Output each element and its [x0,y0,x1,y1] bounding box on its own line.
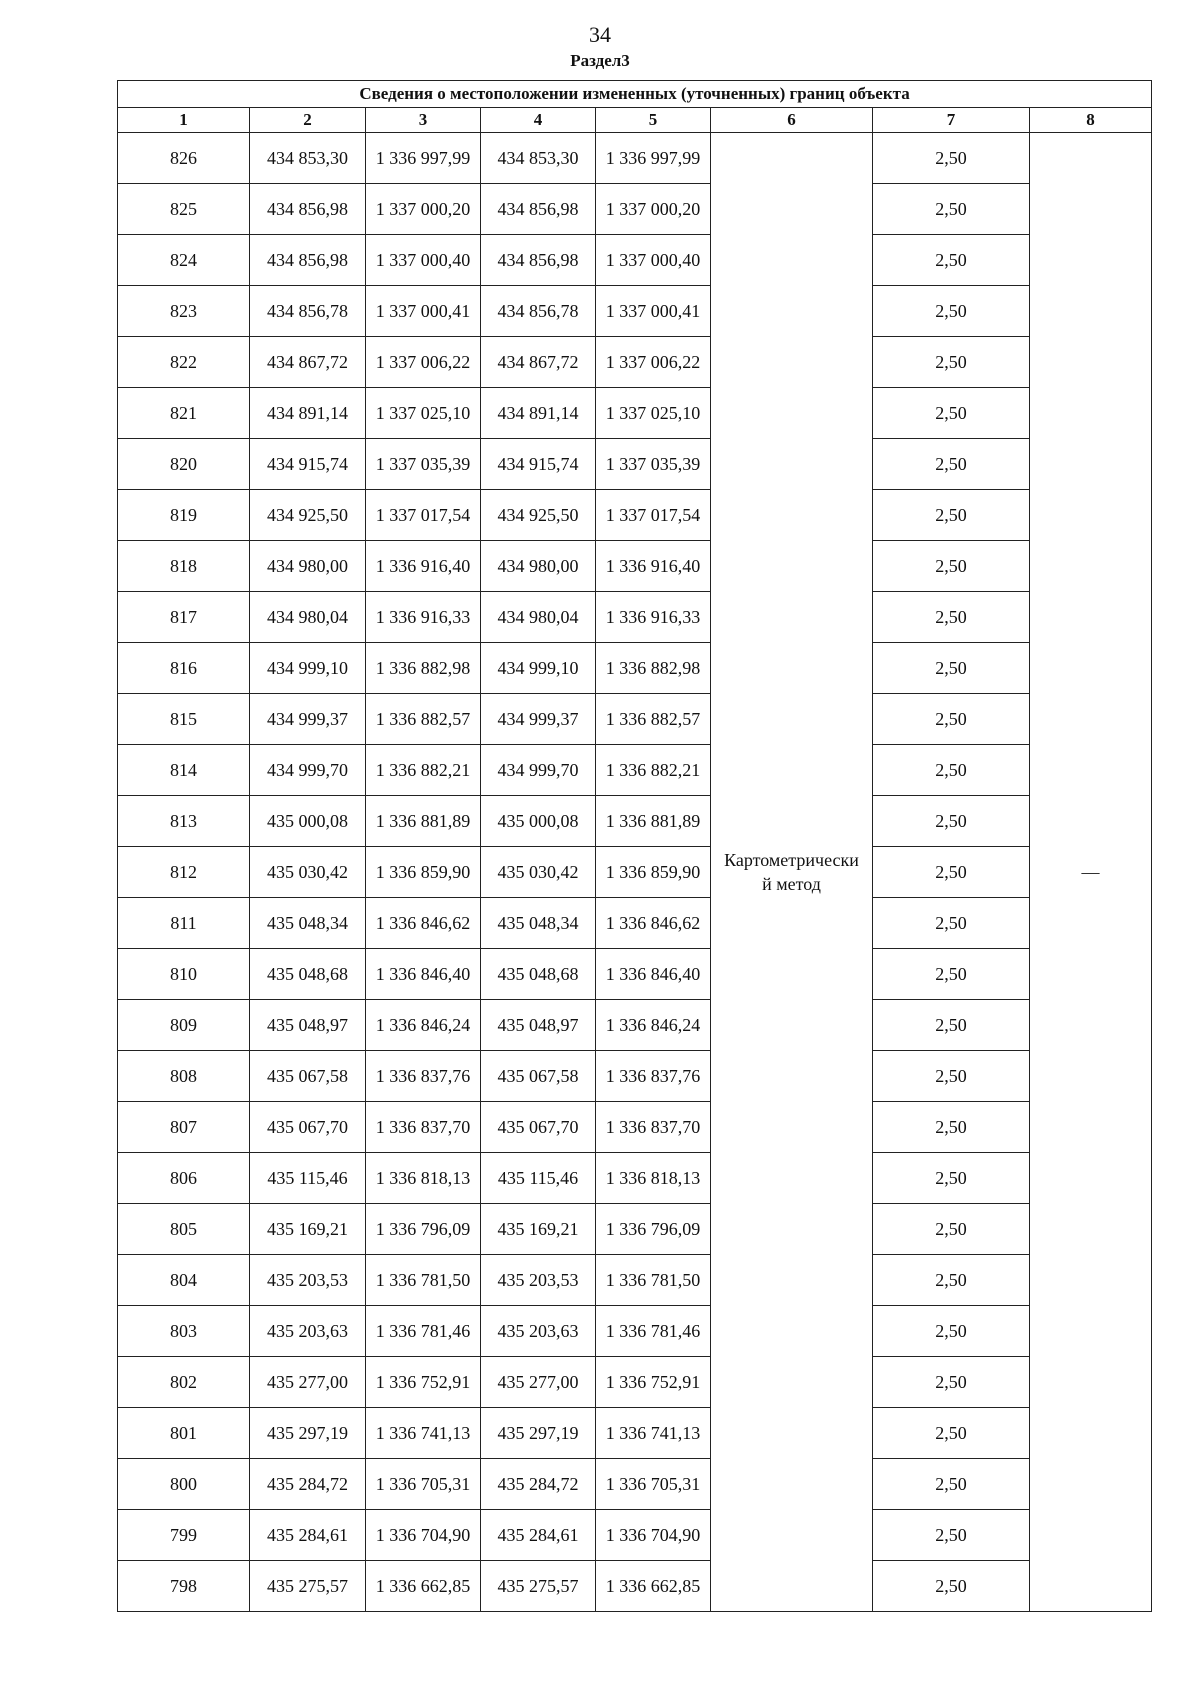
cell-y-new: 1 336 859,90 [596,847,711,898]
table-row [118,439,1152,490]
column-number: 8 [1030,108,1152,133]
cell-x-new: 435 067,58 [481,1051,596,1102]
cell-x-new: 434 867,72 [481,337,596,388]
cell-accuracy: 2,50 [873,541,1030,592]
cell-x-old: 435 048,97 [250,1000,366,1051]
cell-y-old: 1 336 705,31 [366,1459,481,1510]
cell-accuracy: 2,50 [873,439,1030,490]
cell-x-new: 434 856,78 [481,286,596,337]
cell-x-new: 434 925,50 [481,490,596,541]
cell-x-new: 435 067,70 [481,1102,596,1153]
cell-accuracy: 2,50 [873,184,1030,235]
cell-accuracy: 2,50 [873,1459,1030,1510]
table-row [118,235,1152,286]
cell-accuracy: 2,50 [873,796,1030,847]
cell-x-new: 434 856,98 [481,235,596,286]
cell-x-old: 434 853,30 [250,133,366,184]
cell-x-old: 435 277,00 [250,1357,366,1408]
table-row [118,745,1152,796]
cell-y-old: 1 336 818,13 [366,1153,481,1204]
cell-x-old: 434 999,37 [250,694,366,745]
cell-y-new: 1 336 846,40 [596,949,711,1000]
cell-y-new: 1 336 882,57 [596,694,711,745]
method-line: й метод [762,874,821,894]
cell-y-old: 1 336 704,90 [366,1510,481,1561]
table-row [118,1204,1152,1255]
cell-x-new: 434 999,70 [481,745,596,796]
cell-accuracy: 2,50 [873,1051,1030,1102]
cell-y-old: 1 336 781,46 [366,1306,481,1357]
column-number: 7 [873,108,1030,133]
page-number: 34 [589,22,611,47]
cell-point: 819 [118,490,250,541]
cell-accuracy: 2,50 [873,1306,1030,1357]
cell-x-old: 435 275,57 [250,1561,366,1612]
cell-y-old: 1 336 796,09 [366,1204,481,1255]
cell-accuracy: 2,50 [873,235,1030,286]
section-title: Раздел3 [570,51,630,70]
cell-x-new: 435 284,72 [481,1459,596,1510]
cell-y-old: 1 336 846,62 [366,898,481,949]
cell-point: 810 [118,949,250,1000]
cell-x-old: 434 925,50 [250,490,366,541]
cell-y-new: 1 336 837,76 [596,1051,711,1102]
cell-y-old: 1 337 000,41 [366,286,481,337]
cell-accuracy: 2,50 [873,286,1030,337]
coordinates-table [117,80,1152,1612]
cell-x-new: 435 030,42 [481,847,596,898]
cell-x-new: 434 980,00 [481,541,596,592]
cell-y-new: 1 337 006,22 [596,337,711,388]
cell-y-new: 1 336 881,89 [596,796,711,847]
column-number: 1 [118,108,250,133]
cell-y-new: 1 337 000,40 [596,235,711,286]
cell-accuracy: 2,50 [873,388,1030,439]
cell-x-old: 435 067,70 [250,1102,366,1153]
cell-accuracy: 2,50 [873,133,1030,184]
cell-point: 814 [118,745,250,796]
table-row [118,847,1152,898]
cell-accuracy: 2,50 [873,490,1030,541]
cell-y-new: 1 337 000,20 [596,184,711,235]
table-row [118,1306,1152,1357]
cell-y-old: 1 336 752,91 [366,1357,481,1408]
cell-point: 822 [118,337,250,388]
cell-point: 816 [118,643,250,694]
table-row [118,286,1152,337]
table-body [118,133,1152,1612]
cell-x-old: 435 000,08 [250,796,366,847]
cell-x-old: 435 067,58 [250,1051,366,1102]
cell-y-old: 1 336 837,70 [366,1102,481,1153]
column-number: 4 [481,108,596,133]
table-row [118,337,1152,388]
cell-y-new: 1 336 662,85 [596,1561,711,1612]
cell-point: 818 [118,541,250,592]
cell-accuracy: 2,50 [873,1153,1030,1204]
cell-point: 812 [118,847,250,898]
cell-y-new: 1 336 704,90 [596,1510,711,1561]
cell-y-old: 1 336 882,98 [366,643,481,694]
cell-y-new: 1 337 035,39 [596,439,711,490]
cell-point: 826 [118,133,250,184]
table-row [118,1357,1152,1408]
cell-point: 824 [118,235,250,286]
cell-point: 817 [118,592,250,643]
cell-y-old: 1 336 662,85 [366,1561,481,1612]
cell-point: 813 [118,796,250,847]
cell-accuracy: 2,50 [873,592,1030,643]
cell-y-old: 1 337 017,54 [366,490,481,541]
cell-x-old: 434 915,74 [250,439,366,490]
cell-point: 821 [118,388,250,439]
cell-accuracy: 2,50 [873,1102,1030,1153]
table-row [118,1510,1152,1561]
cell-x-old: 434 999,70 [250,745,366,796]
table-row [118,949,1152,1000]
cell-y-new: 1 336 916,40 [596,541,711,592]
cell-point: 803 [118,1306,250,1357]
column-number: 2 [250,108,366,133]
cell-x-new: 434 915,74 [481,439,596,490]
cell-accuracy: 2,50 [873,949,1030,1000]
cell-x-new: 435 115,46 [481,1153,596,1204]
cell-x-new: 435 297,19 [481,1408,596,1459]
cell-y-new: 1 336 846,24 [596,1000,711,1051]
cell-x-old: 435 284,61 [250,1510,366,1561]
cell-point: 798 [118,1561,250,1612]
cell-x-new: 435 000,08 [481,796,596,847]
cell-y-old: 1 336 916,40 [366,541,481,592]
table-row [118,1255,1152,1306]
cell-accuracy: 2,50 [873,1561,1030,1612]
table-row [118,898,1152,949]
cell-y-old: 1 337 000,20 [366,184,481,235]
cell-y-old: 1 336 881,89 [366,796,481,847]
cell-x-new: 435 203,63 [481,1306,596,1357]
cell-x-new: 435 203,53 [481,1255,596,1306]
cell-x-old: 434 856,98 [250,184,366,235]
cell-y-old: 1 337 025,10 [366,388,481,439]
cell-y-new: 1 336 705,31 [596,1459,711,1510]
column-number: 3 [366,108,481,133]
cell-accuracy: 2,50 [873,847,1030,898]
table-row [118,796,1152,847]
cell-x-old: 435 030,42 [250,847,366,898]
column-8-cell: — [1030,133,1152,1612]
cell-y-old: 1 336 846,24 [366,1000,481,1051]
cell-accuracy: 2,50 [873,1408,1030,1459]
cell-y-old: 1 336 741,13 [366,1408,481,1459]
cell-x-old: 435 115,46 [250,1153,366,1204]
table-row [118,184,1152,235]
table-row [118,694,1152,745]
method-cell [711,133,873,1612]
cell-x-new: 434 999,10 [481,643,596,694]
cell-y-new: 1 336 741,13 [596,1408,711,1459]
cell-accuracy: 2,50 [873,643,1030,694]
cell-point: 806 [118,1153,250,1204]
table-row [118,1000,1152,1051]
table-row [118,643,1152,694]
column-number: 6 [711,108,873,133]
cell-y-old: 1 336 997,99 [366,133,481,184]
cell-x-old: 434 980,04 [250,592,366,643]
column-number-row [118,108,1152,133]
cell-y-new: 1 337 000,41 [596,286,711,337]
table-row [118,1051,1152,1102]
cell-x-new: 435 277,00 [481,1357,596,1408]
cell-x-new: 435 048,34 [481,898,596,949]
cell-y-new: 1 337 025,10 [596,388,711,439]
cell-y-old: 1 336 781,50 [366,1255,481,1306]
cell-x-old: 435 203,53 [250,1255,366,1306]
cell-point: 807 [118,1102,250,1153]
cell-x-old: 435 048,34 [250,898,366,949]
table-row [118,1561,1152,1612]
cell-point: 825 [118,184,250,235]
cell-x-old: 435 284,72 [250,1459,366,1510]
cell-x-old: 434 999,10 [250,643,366,694]
cell-accuracy: 2,50 [873,745,1030,796]
cell-x-old: 435 169,21 [250,1204,366,1255]
cell-accuracy: 2,50 [873,1204,1030,1255]
cell-y-new: 1 336 837,70 [596,1102,711,1153]
cell-accuracy: 2,50 [873,694,1030,745]
cell-y-old: 1 336 882,21 [366,745,481,796]
cell-x-new: 435 048,68 [481,949,596,1000]
cell-y-old: 1 336 837,76 [366,1051,481,1102]
cell-y-old: 1 336 882,57 [366,694,481,745]
table-row [118,1408,1152,1459]
cell-point: 800 [118,1459,250,1510]
cell-x-new: 435 048,97 [481,1000,596,1051]
cell-point: 815 [118,694,250,745]
cell-x-new: 434 999,37 [481,694,596,745]
cell-x-new: 435 284,61 [481,1510,596,1561]
cell-point: 809 [118,1000,250,1051]
table-row [118,1102,1152,1153]
table-row [118,388,1152,439]
cell-y-new: 1 336 882,21 [596,745,711,796]
cell-y-old: 1 337 006,22 [366,337,481,388]
cell-y-new: 1 336 818,13 [596,1153,711,1204]
cell-x-old: 435 048,68 [250,949,366,1000]
cell-point: 820 [118,439,250,490]
cell-x-old: 435 203,63 [250,1306,366,1357]
cell-x-new: 434 856,98 [481,184,596,235]
cell-y-new: 1 336 846,62 [596,898,711,949]
cell-y-new: 1 337 017,54 [596,490,711,541]
cell-x-old: 435 297,19 [250,1408,366,1459]
cell-x-old: 434 856,78 [250,286,366,337]
cell-accuracy: 2,50 [873,898,1030,949]
cell-x-old: 434 856,98 [250,235,366,286]
table-row [118,1153,1152,1204]
cell-y-new: 1 336 796,09 [596,1204,711,1255]
cell-x-old: 434 980,00 [250,541,366,592]
cell-y-old: 1 337 000,40 [366,235,481,286]
table-row [118,592,1152,643]
column-number: 5 [596,108,711,133]
cell-x-new: 435 169,21 [481,1204,596,1255]
cell-point: 802 [118,1357,250,1408]
cell-y-old: 1 337 035,39 [366,439,481,490]
table-row [118,1459,1152,1510]
cell-y-old: 1 336 916,33 [366,592,481,643]
cell-y-new: 1 336 781,46 [596,1306,711,1357]
cell-y-new: 1 336 882,98 [596,643,711,694]
cell-y-new: 1 336 781,50 [596,1255,711,1306]
cell-x-new: 435 275,57 [481,1561,596,1612]
cell-y-new: 1 336 752,91 [596,1357,711,1408]
cell-x-old: 434 867,72 [250,337,366,388]
method-line: Картометрически [724,850,859,870]
cell-x-new: 434 853,30 [481,133,596,184]
cell-x-old: 434 891,14 [250,388,366,439]
cell-y-new: 1 336 916,33 [596,592,711,643]
table-row [118,133,1152,184]
cell-accuracy: 2,50 [873,337,1030,388]
cell-point: 801 [118,1408,250,1459]
cell-point: 823 [118,286,250,337]
cell-accuracy: 2,50 [873,1510,1030,1561]
cell-x-new: 434 980,04 [481,592,596,643]
table-row [118,541,1152,592]
cell-point: 804 [118,1255,250,1306]
table-row [118,490,1152,541]
cell-y-old: 1 336 846,40 [366,949,481,1000]
cell-point: 808 [118,1051,250,1102]
cell-x-new: 434 891,14 [481,388,596,439]
table-caption: Сведения о местоположении измененных (уточненных) границ объекта [118,81,1152,108]
cell-point: 811 [118,898,250,949]
cell-accuracy: 2,50 [873,1357,1030,1408]
cell-y-new: 1 336 997,99 [596,133,711,184]
cell-accuracy: 2,50 [873,1000,1030,1051]
cell-point: 805 [118,1204,250,1255]
cell-point: 799 [118,1510,250,1561]
cell-y-old: 1 336 859,90 [366,847,481,898]
cell-accuracy: 2,50 [873,1255,1030,1306]
